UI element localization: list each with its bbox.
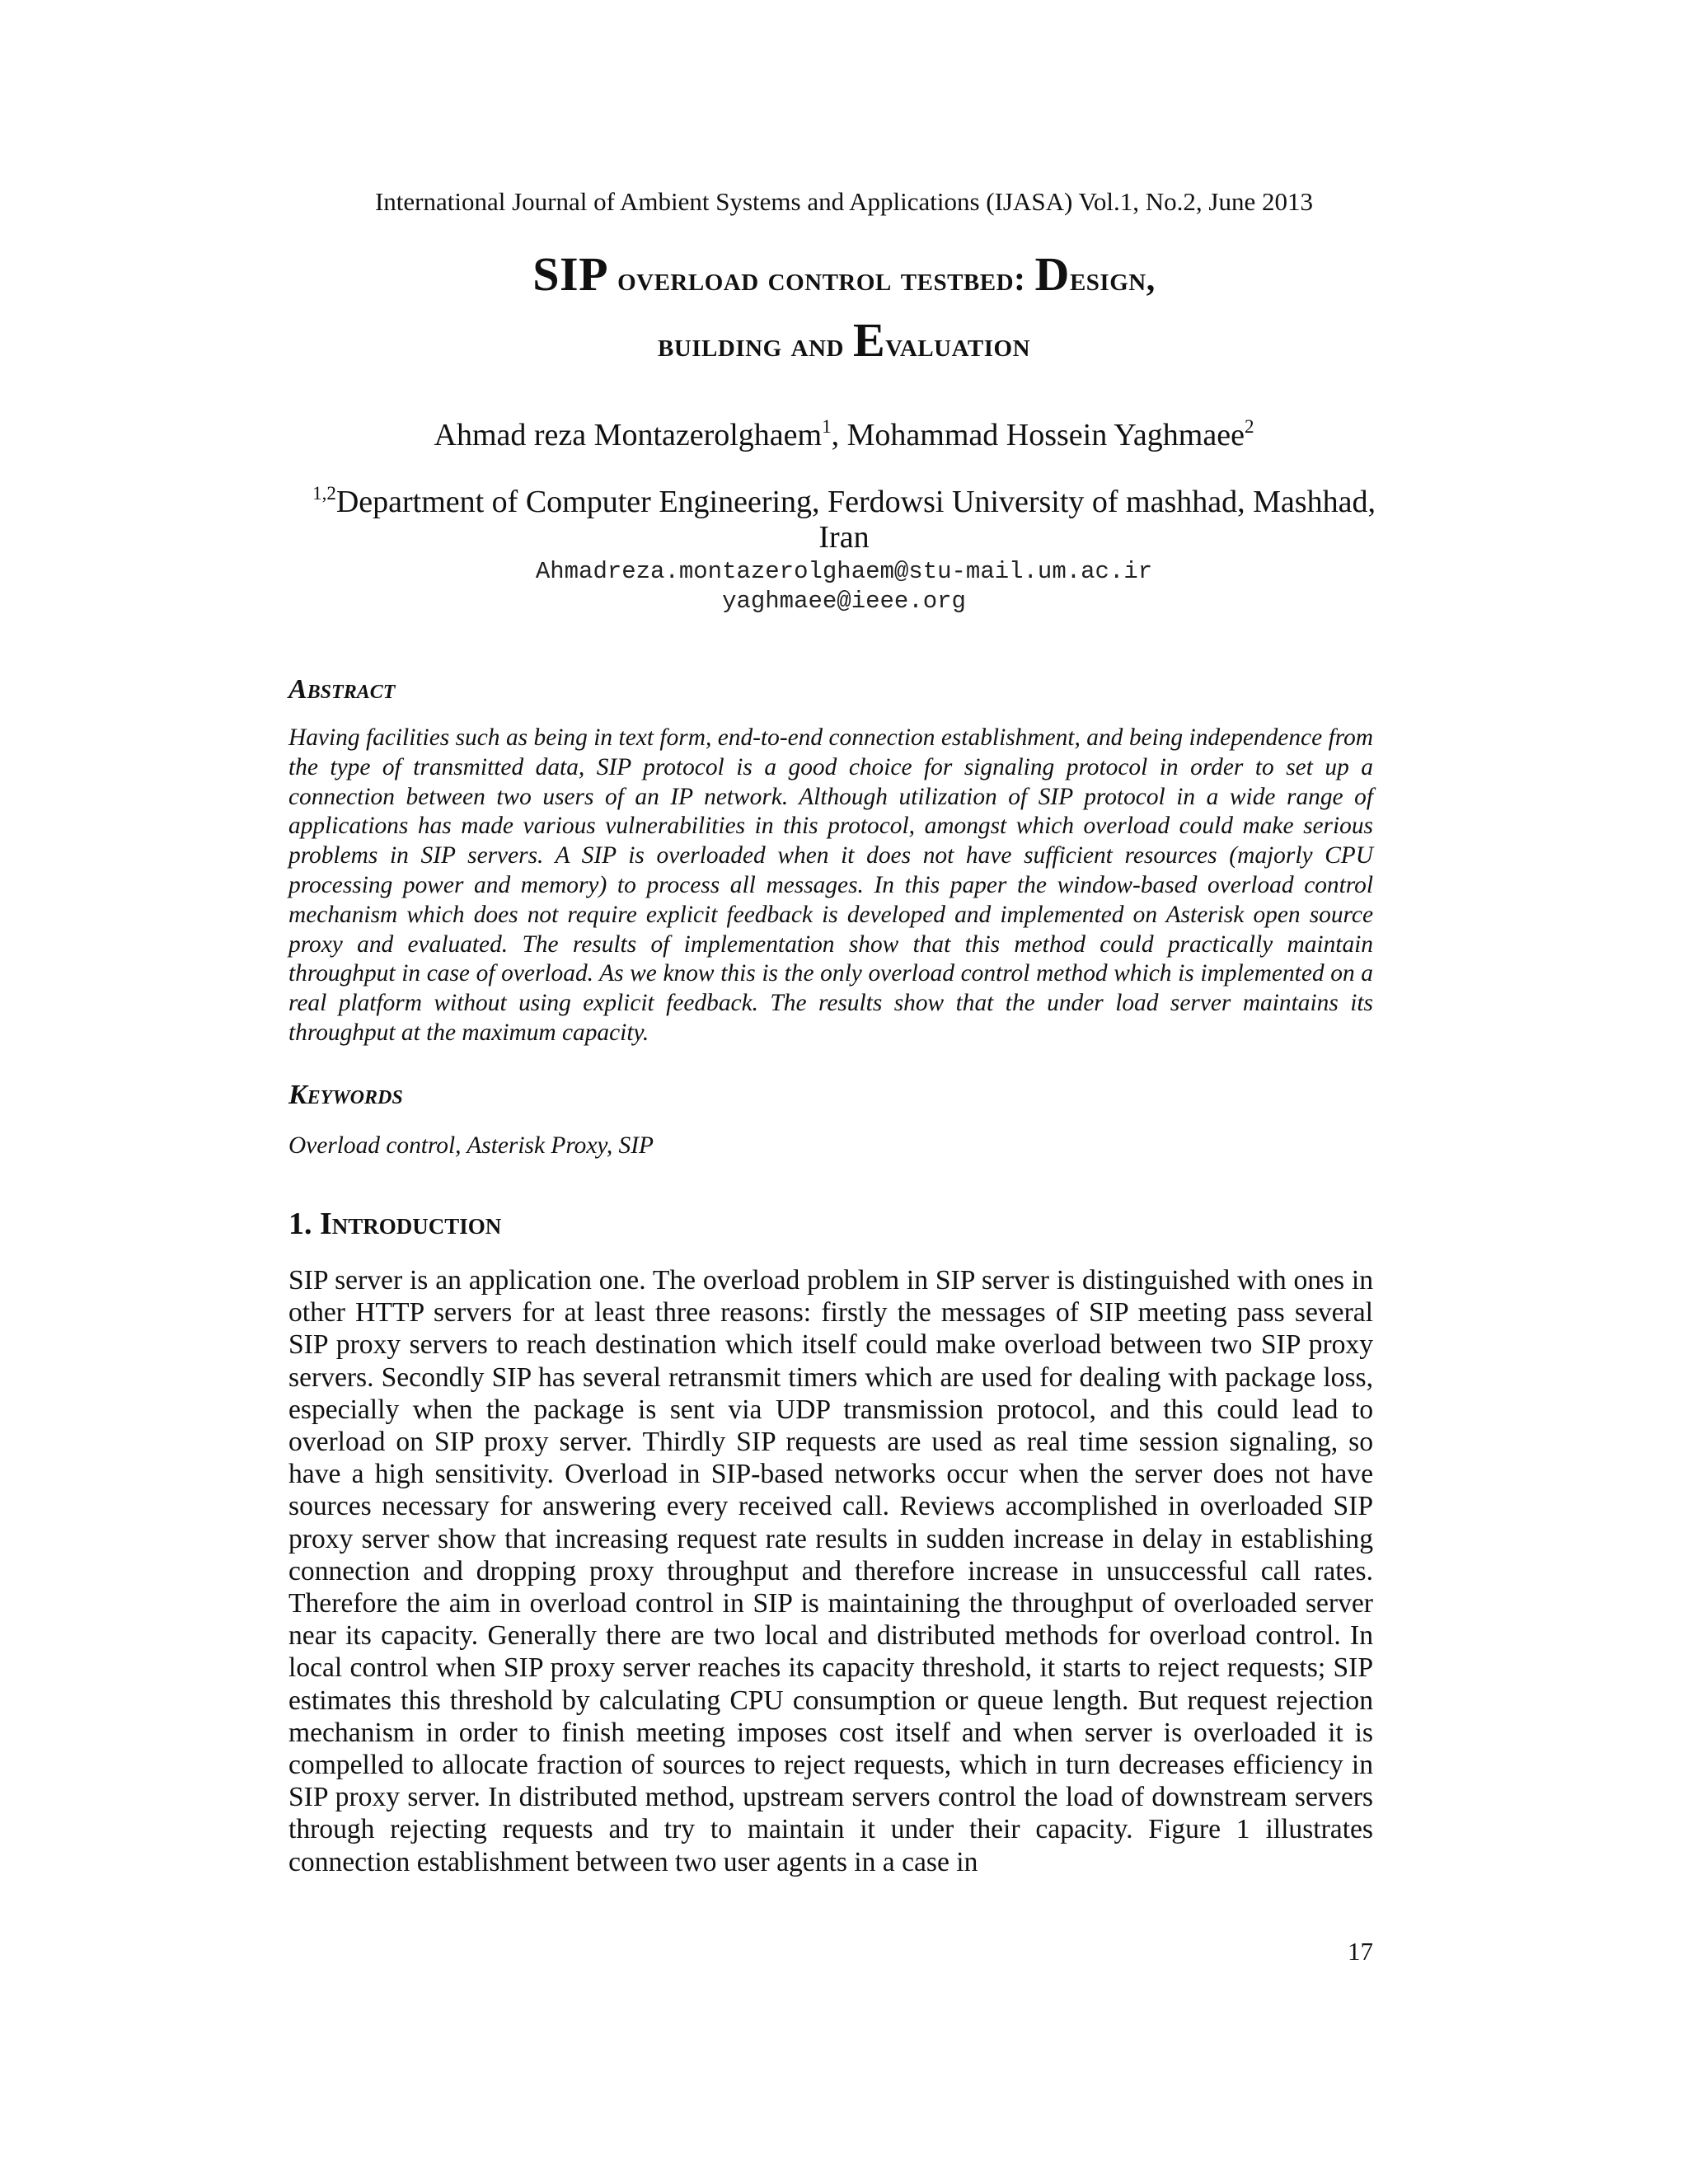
abstract-heading: Abstract — [288, 674, 396, 705]
affiliation-mark: 1,2 — [312, 483, 336, 504]
introduction-text: SIP server is an application one. The overload problem in SIP server is distinguished with ones in other HTTP servers for at least three reasons: firstly the messages of SIP meeting pass several SIP proxy servers to reach destination which itself could make overload between two SIP proxy servers. Secondly SIP has several retransmit timers which are used for dealing with package loss, especially when the package is sent via UDP transmission protocol, and this could lead to overload on SIP proxy server. Thirdly SIP requests are used as real time session signaling, so have a high sensitivity. Overload in SIP-based networks occur when the server does not have sources necessary for answering every received call. Reviews accomplished in overloaded SIP proxy server show that increasing request rate results in sudden increase in delay in establishing connection and dropping proxy throughput and therefore increase in unsuccessful call rates. Therefore the aim in overload control in SIP is maintaining the throughput of overloaded server near its capacity. Generally there are two local and distributed methods for overload control. In local control when SIP proxy server reaches its capacity threshold, it starts to reject requests; SIP estimates this threshold by calculating CPU consumption or queue length. But request rejection mechanism in order to finish meeting imposes cost itself and when server is overloaded it is compelled to allocate fraction of sources to reject requests, which in turn decreases efficiency in SIP proxy server. In distributed method, upstream servers control the load of downstream servers through rejecting requests and try to maintain it under their capacity. Figure 1 illustrates connection establishment between two user agents in a case in — [288, 1265, 1373, 1877]
paper-title — [0, 244, 1688, 376]
author-affiliation-mark: 1 — [822, 416, 832, 437]
title-part: esign, — [1069, 260, 1156, 298]
author-name: Mohammad Hossein Yaghmaee — [846, 418, 1245, 452]
affiliation-line-1 — [0, 485, 1688, 520]
title-part: E — [852, 313, 886, 367]
page-number: 17 — [1348, 1937, 1373, 1966]
keywords-text: Overload control, Asterisk Proxy, SIP — [288, 1132, 654, 1159]
affiliation-text: Department of Computer Engineering, Ferdowsi University of mashhad, Mashhad, — [335, 485, 1376, 519]
email-list — [0, 557, 1688, 616]
keywords-heading: Keywords — [288, 1080, 403, 1110]
abstract-text: Having facilities such as being in text form, end-to-end connection establishment, and being independence from the type of transmitted data, SIP protocol is a good choice for signaling protocol in order to set up a connection between two users of an IP network. Although utilization of SIP protocol in a wide range of applications has made various vulnerabilities in this protocol, amongst which overload could make serious problems in SIP servers. A SIP is overloaded when it does not have sufficient resources (majorly CPU processing power and memory) to process all messages. In this paper the window-based overload control mechanism which does not require explicit feedback is developed and implemented on Asterisk open source proxy and evaluated. The results of implementation show that this method could practically maintain throughput in case of overload. As we know this is the only overload control method which is implemented on a real platform without using explicit feedback. The results show that the under load server maintains its throughput at the maximum capacity. — [288, 724, 1373, 1046]
email-address[interactable]: yaghmaee@ieee.org — [722, 588, 966, 615]
title-part: building and — [657, 326, 853, 364]
author-separator: , — [831, 418, 847, 452]
title-line-2 — [0, 310, 1688, 376]
title-part: overload control testbed: — [608, 260, 1035, 298]
journal-header: International Journal of Ambient Systems and Applications (IJASA) Vol.1, No.2, June 2013 — [374, 187, 1313, 216]
author-name: Ahmad reza Montazerolghaem — [434, 418, 823, 452]
title-part: valuation — [885, 326, 1031, 364]
title-part: D — [1034, 247, 1070, 301]
affiliation-line-2: Iran — [818, 520, 870, 555]
affiliation — [0, 485, 1688, 555]
title-part: SIP — [532, 247, 609, 301]
author-list — [0, 415, 1688, 455]
email-address[interactable]: Ahmadreza.montazerolghaem@stu-mail.um.ac.ir — [535, 558, 1153, 585]
title-line-1 — [0, 244, 1688, 310]
author-affiliation-mark: 2 — [1244, 416, 1254, 437]
introduction-heading: 1. Introduction — [288, 1207, 502, 1241]
